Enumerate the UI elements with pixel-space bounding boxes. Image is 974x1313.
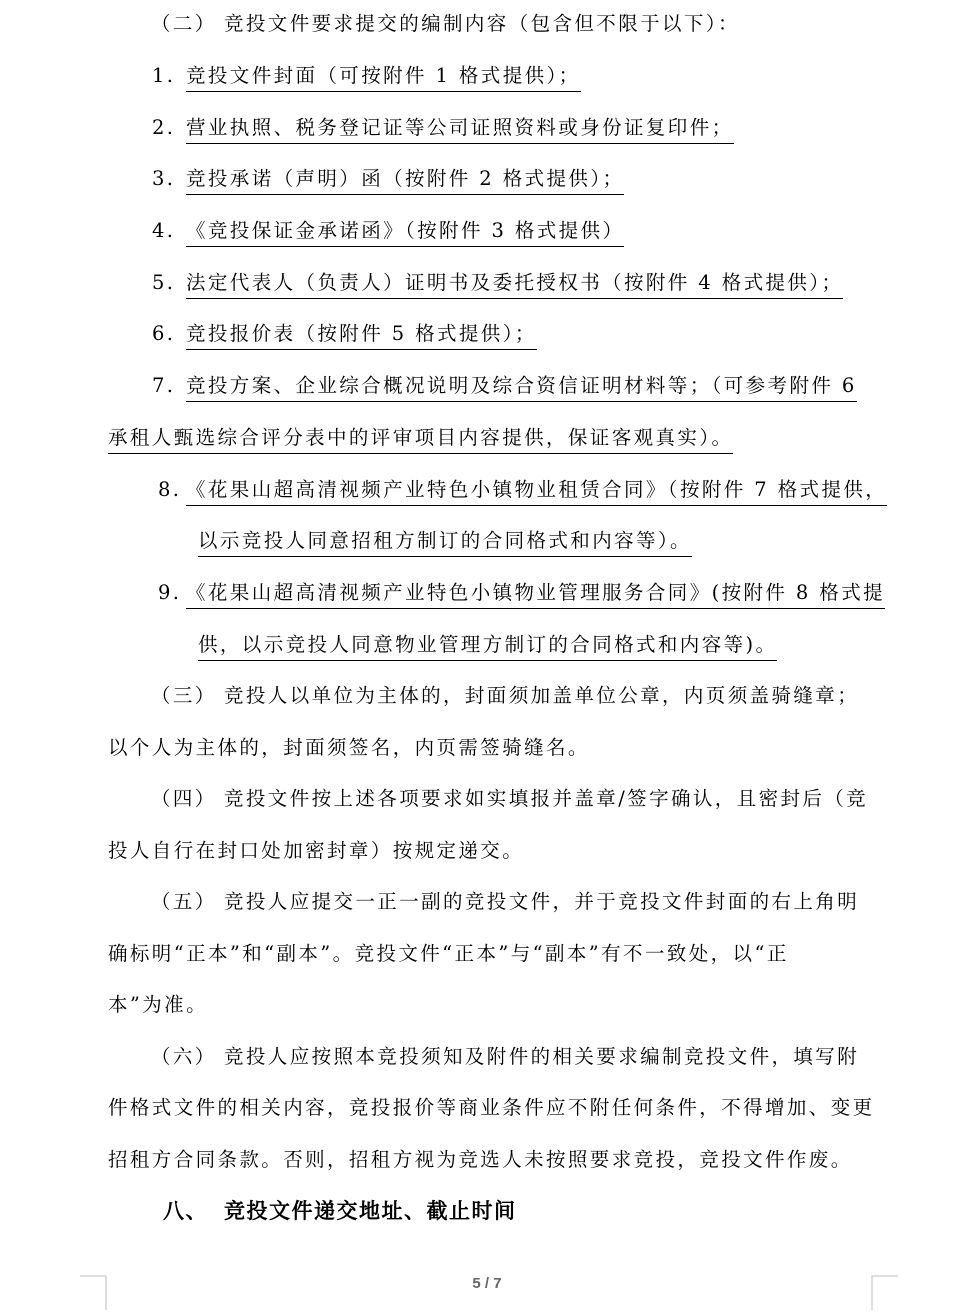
paragraph-5-text-line3: 本”为准。 bbox=[108, 993, 208, 1016]
item-9-text-line2: 供，以示竞投人同意物业管理方制订的合同格式和内容等)。 bbox=[198, 631, 777, 661]
item-2-text: 营业执照、税务登记证等公司证照资料或身份证复印件； bbox=[186, 114, 734, 144]
item-8-text-line2: 以示竞投人同意招租方制订的合同格式和内容等）。 bbox=[198, 527, 692, 557]
paragraph-6-text-line2: 件格式文件的相关内容，竞投报价等商业条件应不附任何条件，不得增加、变更 bbox=[108, 1096, 875, 1119]
item-5-text: 法定代表人（负责人）证明书及委托授权书（按附件 4 格式提供）； bbox=[186, 269, 843, 299]
paragraph-5-text-line2: 确标明“正本”和“副本”。竞投文件“正本”与“副本”有不一致处，以“正 bbox=[108, 942, 789, 965]
item-9-number: 9. bbox=[158, 581, 182, 604]
paragraph-4-label: （四） bbox=[151, 787, 217, 810]
paragraph-3-text-line1: 竞投人以单位为主体的，封面须加盖单位公章，内页须盖骑缝章； bbox=[224, 684, 860, 707]
paragraph-3-text-line2: 以个人为主体的，封面须签名，内页需签骑缝名。 bbox=[108, 736, 590, 759]
item-3-text: 竞投承诺（声明）函（按附件 2 格式提供）； bbox=[186, 165, 624, 195]
item-6-number: 6. bbox=[152, 322, 176, 345]
paragraph-6-text-line1: 竞投人应按照本竞投须知及附件的相关要求编制竞投文件，填写附 bbox=[224, 1045, 860, 1068]
section-heading-text: 竞投文件递交地址、截止时间 bbox=[224, 1199, 517, 1223]
paragraph-6-text-line3: 招租方合同条款。否则，招租方视为竞选人未按照要求竞投，竞投文件作废。 bbox=[108, 1148, 853, 1171]
paragraph-4-text-line1: 竞投文件按上述各项要求如实填报并盖章/签字确认，且密封后（竞 bbox=[224, 787, 869, 810]
page-number: 5 / 7 bbox=[472, 1275, 502, 1292]
item-8-number: 8. bbox=[158, 478, 182, 501]
item-2-number: 2. bbox=[152, 116, 176, 139]
paragraph-5-label: （五） bbox=[151, 890, 217, 913]
item-3-number: 3. bbox=[152, 167, 176, 190]
paragraph-3-label: （三） bbox=[151, 684, 217, 707]
item-4-number: 4. bbox=[152, 219, 176, 242]
section-heading-number: 八、 bbox=[163, 1199, 208, 1223]
item-4-text: 《竞投保证金承诺函》（按附件 3 格式提供） bbox=[186, 217, 624, 247]
item-5-number: 5. bbox=[152, 271, 176, 294]
paragraph-2-label: （二） bbox=[151, 12, 217, 35]
item-6-text: 竞投报价表（按附件 5 格式提供）； bbox=[186, 320, 537, 350]
item-7-number: 7. bbox=[152, 374, 176, 397]
item-7-text-line1: 竞投方案、企业综合概况说明及综合资信证明材料等；（可参考附件 6 bbox=[186, 372, 857, 402]
item-7-text-line2: 承租人甄选综合评分表中的评审项目内容提供，保证客观真实）。 bbox=[108, 424, 733, 454]
item-1-number: 1. bbox=[152, 64, 176, 87]
paragraph-6-label: （六） bbox=[151, 1045, 217, 1068]
item-8-text-line1: 《花果山超高清视频产业特色小镇物业租赁合同》（按附件 7 格式提供， bbox=[186, 476, 887, 506]
item-1-text: 竞投文件封面（可按附件 1 格式提供）； bbox=[186, 62, 581, 92]
paragraph-4-text-line2: 投人自行在封口处加密封章）按规定递交。 bbox=[108, 839, 525, 862]
item-9-text-line1: 《花果山超高清视频产业特色小镇物业管理服务合同》(按附件 8 格式提 bbox=[186, 579, 885, 609]
paragraph-2-text: 竞投文件要求提交的编制内容（包含但不限于以下）： bbox=[224, 12, 740, 35]
paragraph-5-text-line1: 竞投人应提交一正一副的竞投文件，并于竞投文件封面的右上角明 bbox=[224, 890, 860, 913]
